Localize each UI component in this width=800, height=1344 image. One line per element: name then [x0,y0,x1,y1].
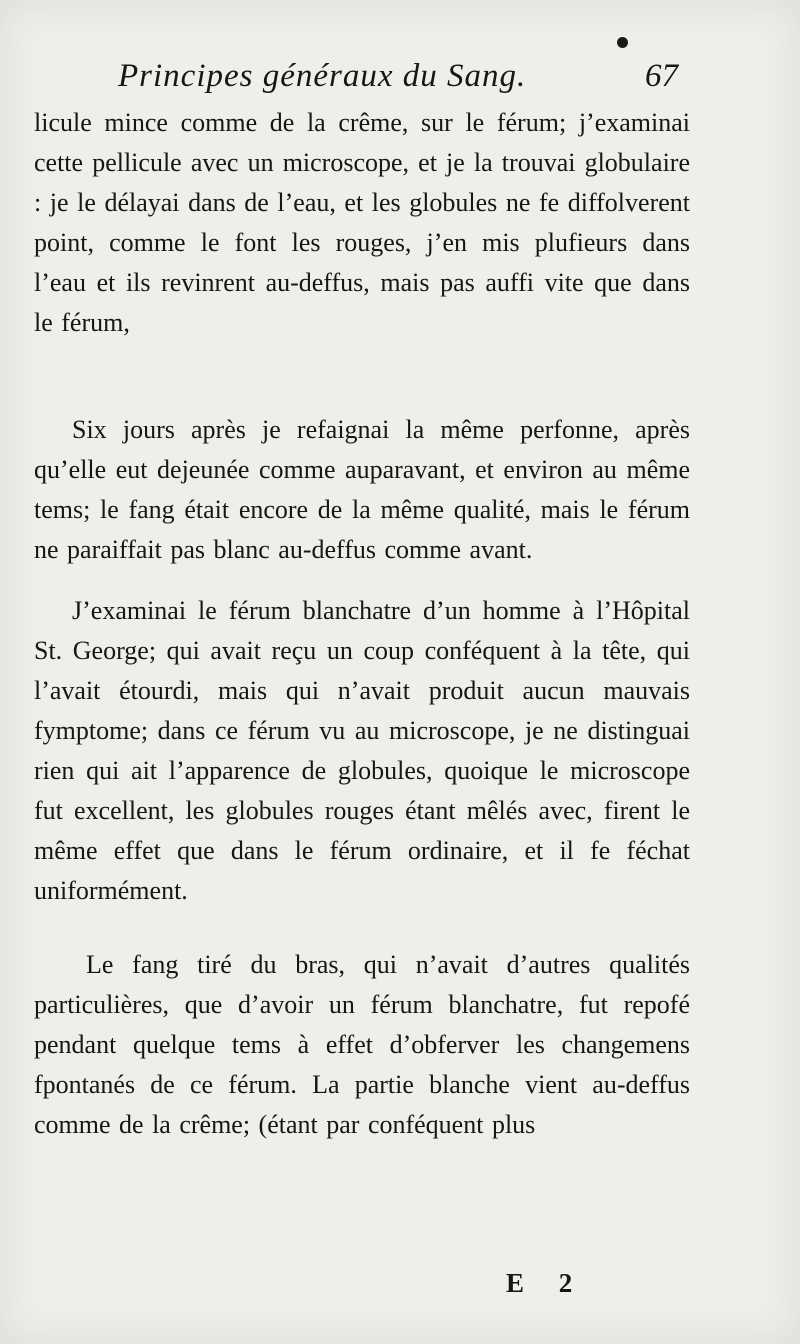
page-header [118,58,678,108]
paragraph: Le fang tiré du bras, qui n’avait d’autres qualités particulières, que d’avoir un férum blanchatre, fut repofé pendant quelque tems à effet d’obferver les changemens fpontanés de ce férum. La partie blanche vient au-deffus comme de la crême; (étant par conféquent plus [34,950,690,1139]
page-footer [0,1268,800,1308]
running-title: Principes généraux du Sang. [118,58,527,94]
page-body [34,103,690,1145]
paragraph: licule mince comme de la crême, sur le férum; j’examinai cette pellicule avec un microscope, et je la trouvai globulaire : je le délayai dans de l’eau, et les globules ne fe diffolverent point, comme le font les rouges, j’en mis plufieurs dans l’eau et ils revinrent au-deffus, mais pas auffi vite que dans le férum, [34,108,690,337]
page-number: 67 [645,58,678,94]
ink-speck [617,37,628,48]
paragraph: Six jours après je refaignai la même perfonne, après qu’elle eut dejeunée comme auparavant, et environ au même tems; le fang était encore de la même qualité, mais le férum ne paraiffait pas blanc au-deffus comme avant. [34,415,690,564]
paragraph: J’examinai le férum blanchatre d’un homme à l’Hôpital St. George; qui avait reçu un coup conféquent à la tête, qui l’avait étourdi, mais qui n’avait produit aucun mauvais fymptome; dans ce férum vu au microscope, je ne distinguai rien qui ait l’apparence de globules, quoique le microscope fut excellent, les globules rouges étant mêlés avec, firent le même effet que dans le férum ordinaire, et il fe féchat uniformément. [34,596,690,905]
signature-mark: E 2 [506,1268,587,1298]
